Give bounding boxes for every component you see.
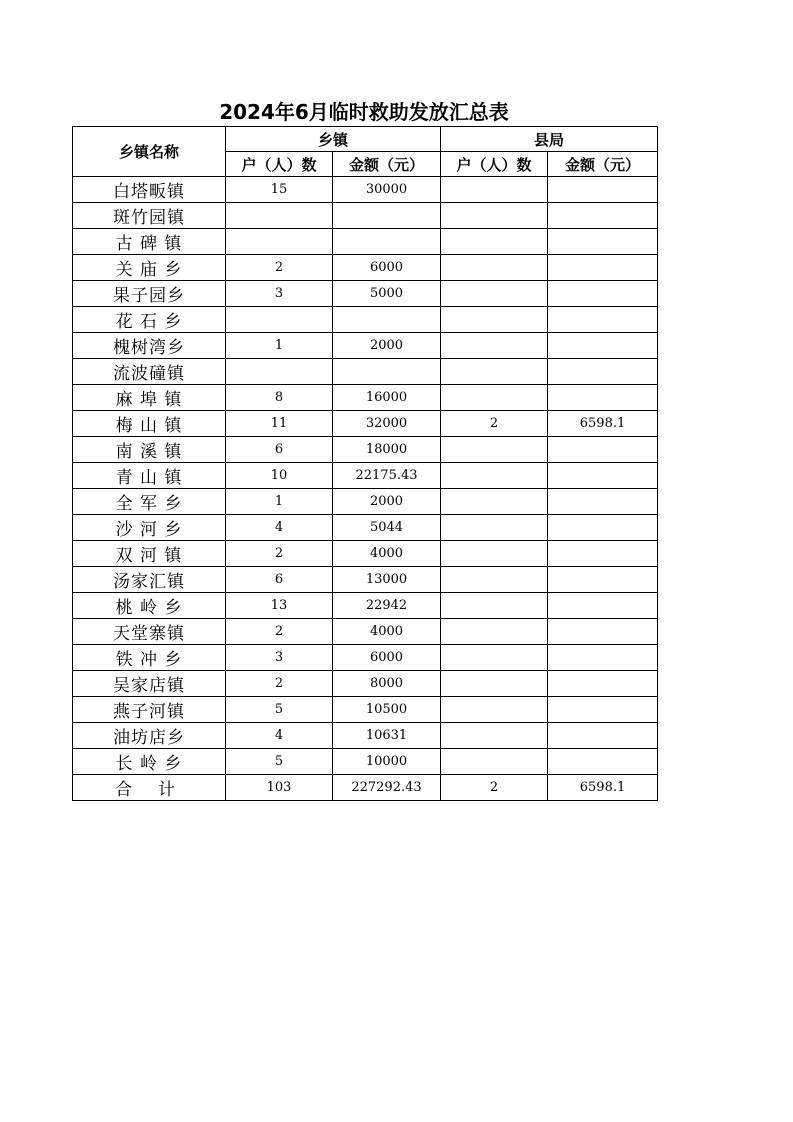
cell-township-amount: 10000: [333, 749, 441, 775]
cell-county-households: [441, 333, 548, 359]
header-group-township: 乡镇: [226, 127, 441, 152]
cell-township-name: 白塔畈镇: [73, 177, 226, 203]
table-row: [73, 333, 658, 359]
cell-county-households: [441, 385, 548, 411]
table-row: [73, 515, 658, 541]
table-row: [73, 541, 658, 567]
cell-township-amount: [333, 359, 441, 385]
cell-county-households: [441, 359, 548, 385]
cell-county-amount: [548, 593, 658, 619]
cell-township-amount: [333, 229, 441, 255]
table-row: [73, 437, 658, 463]
cell-township-households: 3: [226, 645, 333, 671]
cell-township-households: 1: [226, 489, 333, 515]
table-row: [73, 255, 658, 281]
cell-township-name: 南 溪 镇: [73, 437, 226, 463]
cell-county-households: [441, 281, 548, 307]
cell-township-name: 燕子河镇: [73, 697, 226, 723]
cell-township-households: 6: [226, 567, 333, 593]
table-row: [73, 281, 658, 307]
table-row: [73, 177, 658, 203]
cell-county-amount: [548, 307, 658, 333]
cell-county-amount: [548, 437, 658, 463]
cell-township-name: 斑竹园镇: [73, 203, 226, 229]
cell-township-amount: 5000: [333, 281, 441, 307]
cell-county-amount: [548, 515, 658, 541]
table-row: [73, 645, 658, 671]
cell-township-households: 5: [226, 749, 333, 775]
cell-county-households: [441, 255, 548, 281]
cell-township-amount: 30000: [333, 177, 441, 203]
cell-township-amount: 6000: [333, 645, 441, 671]
cell-township-amount: 32000: [333, 411, 441, 437]
table-row: [73, 307, 658, 333]
cell-county-amount: [548, 645, 658, 671]
cell-township-amount: 6000: [333, 255, 441, 281]
cell-township-households: [226, 229, 333, 255]
cell-county-amount: [548, 463, 658, 489]
cell-township-name: 关 庙 乡: [73, 255, 226, 281]
cell-township-name: 长 岭 乡: [73, 749, 226, 775]
cell-township-amount: 13000: [333, 567, 441, 593]
cell-township-amount: [333, 203, 441, 229]
cell-county-households: [441, 593, 548, 619]
table-row: [73, 593, 658, 619]
header-row-groups: [73, 127, 658, 152]
header-township-households: 户（人）数: [226, 152, 333, 177]
header-township-name: 乡镇名称: [73, 127, 226, 177]
cell-township-name: 沙 河 乡: [73, 515, 226, 541]
table-row: [73, 463, 658, 489]
cell-township-amount: 4000: [333, 541, 441, 567]
cell-county-households: 2: [441, 411, 548, 437]
cell-township-amount: 22175.43: [333, 463, 441, 489]
cell-township-amount: 16000: [333, 385, 441, 411]
cell-county-amount: [548, 203, 658, 229]
cell-township-households: 2: [226, 671, 333, 697]
cell-county-households: [441, 697, 548, 723]
cell-township-name: 流波䃥镇: [73, 359, 226, 385]
cell-county-amount: [548, 671, 658, 697]
total-county-amount: 6598.1: [548, 775, 658, 801]
cell-township-households: 3: [226, 281, 333, 307]
cell-county-amount: [548, 749, 658, 775]
cell-township-name: 果子园乡: [73, 281, 226, 307]
table-row: [73, 697, 658, 723]
cell-township-name: 吴家店镇: [73, 671, 226, 697]
cell-county-households: [441, 541, 548, 567]
table-row: [73, 749, 658, 775]
cell-township-name: 花 石 乡: [73, 307, 226, 333]
cell-township-households: [226, 203, 333, 229]
cell-township-amount: 2000: [333, 489, 441, 515]
cell-township-name: 梅 山 镇: [73, 411, 226, 437]
table-row: [73, 385, 658, 411]
table-row: [73, 567, 658, 593]
cell-township-households: 13: [226, 593, 333, 619]
cell-county-households: [441, 645, 548, 671]
page-title: 2024年6月临时救助发放汇总表: [219, 100, 509, 124]
cell-county-amount: [548, 177, 658, 203]
cell-county-households: [441, 567, 548, 593]
cell-county-households: [441, 177, 548, 203]
cell-county-amount: [548, 567, 658, 593]
total-row: [73, 775, 658, 801]
cell-county-amount: [548, 697, 658, 723]
cell-township-name: 槐树湾乡: [73, 333, 226, 359]
cell-county-amount: [548, 359, 658, 385]
cell-township-households: 8: [226, 385, 333, 411]
cell-county-amount: [548, 333, 658, 359]
cell-township-households: 15: [226, 177, 333, 203]
header-county-amount: 金额（元）: [548, 152, 658, 177]
cell-county-amount: [548, 281, 658, 307]
cell-township-name: 铁 冲 乡: [73, 645, 226, 671]
cell-county-amount: [548, 619, 658, 645]
header-group-county: 县局: [441, 127, 658, 152]
cell-county-amount: [548, 489, 658, 515]
cell-township-amount: 5044: [333, 515, 441, 541]
cell-township-households: 4: [226, 723, 333, 749]
header-county-households: 户（人）数: [441, 152, 548, 177]
cell-township-households: 2: [226, 541, 333, 567]
table-row: [73, 671, 658, 697]
cell-county-households: [441, 229, 548, 255]
cell-township-name: 油坊店乡: [73, 723, 226, 749]
cell-township-name: 麻 埠 镇: [73, 385, 226, 411]
cell-county-amount: [548, 229, 658, 255]
cell-township-households: 11: [226, 411, 333, 437]
cell-county-households: [441, 489, 548, 515]
cell-township-amount: 10500: [333, 697, 441, 723]
cell-township-households: [226, 307, 333, 333]
relief-summary-table: [72, 126, 658, 801]
cell-township-households: 2: [226, 255, 333, 281]
table-row: [73, 229, 658, 255]
table-row: [73, 203, 658, 229]
cell-township-households: 5: [226, 697, 333, 723]
cell-township-households: [226, 359, 333, 385]
cell-township-amount: 22942: [333, 593, 441, 619]
cell-county-households: [441, 749, 548, 775]
cell-township-households: 6: [226, 437, 333, 463]
cell-township-households: 2: [226, 619, 333, 645]
cell-county-households: [441, 307, 548, 333]
cell-township-name: 天堂寨镇: [73, 619, 226, 645]
table-row: [73, 489, 658, 515]
cell-county-households: [441, 619, 548, 645]
cell-county-amount: [548, 541, 658, 567]
table-row: [73, 723, 658, 749]
cell-county-amount: [548, 255, 658, 281]
cell-county-households: [441, 671, 548, 697]
cell-township-households: 4: [226, 515, 333, 541]
cell-county-amount: 6598.1: [548, 411, 658, 437]
cell-county-amount: [548, 723, 658, 749]
table-row: [73, 411, 658, 437]
cell-county-households: [441, 723, 548, 749]
cell-county-amount: [548, 385, 658, 411]
total-township-amount: 227292.43: [333, 775, 441, 801]
header-township-amount: 金额（元）: [333, 152, 441, 177]
cell-township-households: 10: [226, 463, 333, 489]
cell-township-amount: 4000: [333, 619, 441, 645]
cell-township-name: 双 河 镇: [73, 541, 226, 567]
table-row: [73, 359, 658, 385]
cell-township-amount: 10631: [333, 723, 441, 749]
cell-township-name: 桃 岭 乡: [73, 593, 226, 619]
cell-township-name: 全 军 乡: [73, 489, 226, 515]
cell-township-name: 汤家汇镇: [73, 567, 226, 593]
cell-township-name: 古 碑 镇: [73, 229, 226, 255]
cell-township-amount: [333, 307, 441, 333]
table-row: [73, 619, 658, 645]
cell-county-households: [441, 463, 548, 489]
cell-township-amount: 8000: [333, 671, 441, 697]
cell-county-households: [441, 203, 548, 229]
cell-county-households: [441, 515, 548, 541]
total-township-name: 合计: [73, 775, 226, 801]
total-township-households: 103: [226, 775, 333, 801]
cell-township-amount: 18000: [333, 437, 441, 463]
cell-township-name: 青 山 镇: [73, 463, 226, 489]
cell-township-amount: 2000: [333, 333, 441, 359]
cell-county-households: [441, 437, 548, 463]
total-county-households: 2: [441, 775, 548, 801]
cell-township-households: 1: [226, 333, 333, 359]
